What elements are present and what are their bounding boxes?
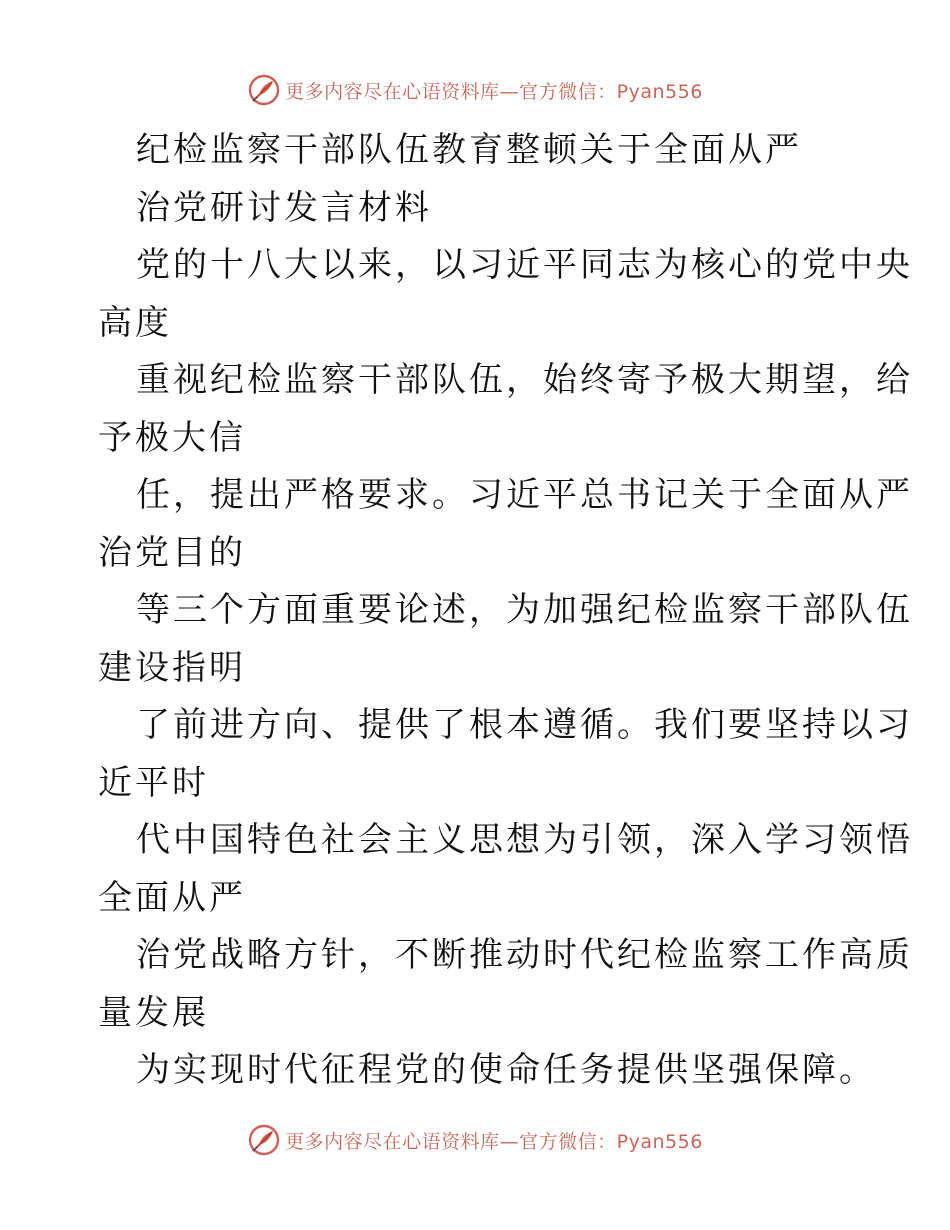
paragraph-line: 代中国特色社会主义思想为引领，深入学习领悟 bbox=[136, 820, 913, 860]
paragraph-line: 治党战略方针，不断推动时代纪检监察工作高质 bbox=[136, 935, 913, 975]
footer-watermark-text: 更多内容尽在心语资料库—官方微信：Pyan556 bbox=[285, 1130, 703, 1153]
paragraph-line: 为实现时代征程党的使命任务提供坚强保障。 bbox=[136, 1050, 876, 1090]
paragraph-line: 党的十八大以来，以习近平同志为核心的党中央 bbox=[136, 245, 913, 285]
title-line-1: 纪检监察干部队伍教育整顿关于全面从严 bbox=[136, 130, 802, 170]
paragraph-line: 等三个方面重要论述，为加强纪检监察干部队伍 bbox=[136, 590, 913, 630]
feather-pen-logo-icon bbox=[247, 1123, 281, 1157]
document-body bbox=[98, 122, 913, 1100]
paragraph-line: 了前进方向、提供了根本遵循。我们要坚持以习 bbox=[136, 705, 913, 745]
paragraph-line: 重视纪检监察干部队伍，始终寄予极大期望，给 bbox=[136, 360, 913, 400]
paragraph-line: 予极大信 bbox=[98, 417, 246, 458]
header-watermark-text: 更多内容尽在心语资料库—官方微信：Pyan556 bbox=[285, 80, 703, 103]
paragraph-line: 近平时 bbox=[98, 762, 209, 803]
feather-pen-logo-icon bbox=[247, 73, 281, 107]
footer-watermark-banner bbox=[0, 1120, 950, 1160]
title-line-2: 治党研讨发言材料 bbox=[136, 187, 432, 228]
paragraph-line: 任，提出严格要求。习近平总书记关于全面从严 bbox=[136, 475, 913, 515]
paragraph-line: 治党目的 bbox=[98, 532, 246, 573]
paragraph-line: 全面从严 bbox=[98, 877, 246, 918]
paragraph-line: 建设指明 bbox=[98, 647, 246, 688]
paragraph-line: 高度 bbox=[98, 302, 172, 343]
paragraph-line: 量发展 bbox=[98, 992, 209, 1033]
header-watermark-banner bbox=[0, 70, 950, 110]
